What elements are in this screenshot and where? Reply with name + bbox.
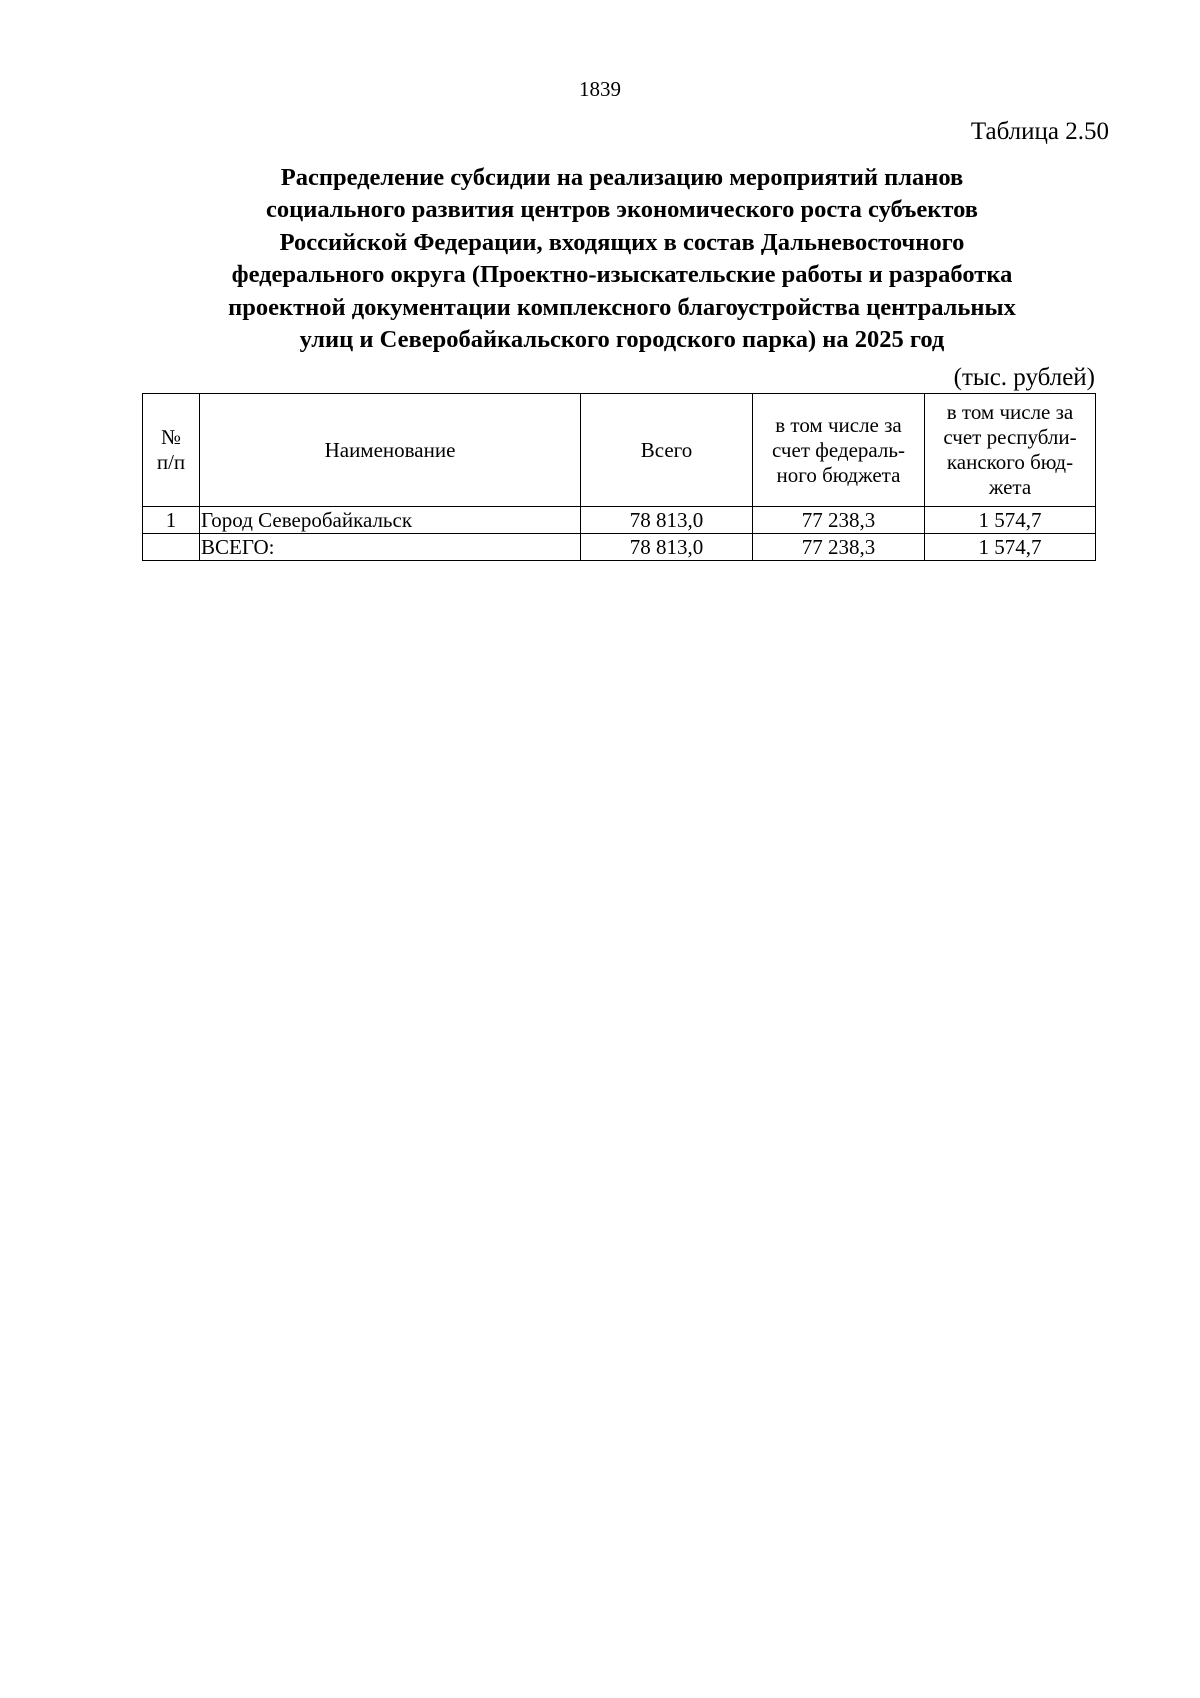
title-line: федерального округа (Проектно-изыскательские работы и разработка (231, 261, 1013, 289)
col-header-num-line: № (160, 425, 182, 449)
table-header-row (143, 394, 1096, 507)
table-row (143, 507, 1096, 534)
col-header-federal-line: в том числе за (775, 412, 902, 437)
col-header-federal-line: ного бюджета (776, 462, 901, 487)
cell-total: 78 813,0 (581, 534, 753, 561)
title-line: улиц и Северобайкальского городского парка) на 2025 год (299, 326, 945, 354)
col-header-num-line: п/п (156, 450, 186, 474)
page-number: 1839 (579, 77, 621, 101)
title-line: проектной документации комплексного благоустройства центральных (228, 293, 1016, 321)
col-header-num (143, 394, 200, 507)
title-line: Российской Федерации, входящих в состав Дальневосточного (279, 228, 965, 256)
col-header-republic-line: в том числе за (946, 400, 1074, 424)
col-header-federal-line: счет федераль- (772, 437, 905, 462)
col-header-republic-line: канского бюд- (946, 450, 1074, 474)
cell-republic: 1 574,7 (925, 507, 1096, 534)
subsidy-table (142, 393, 1096, 561)
cell-name: Город Северобайкальск (200, 507, 581, 534)
units-label: (тыс. рублей) (953, 364, 1095, 391)
col-header-federal (753, 394, 925, 507)
table-total-row (143, 534, 1096, 561)
cell-federal: 77 238,3 (753, 534, 925, 561)
cell-total: 78 813,0 (581, 507, 753, 534)
title-line: Распределение субсидии на реализацию мероприятий планов (280, 164, 964, 191)
col-header-republic-line: жета (988, 475, 1032, 499)
document-title (143, 162, 1101, 356)
table-label: Таблица 2.50 (970, 118, 1109, 145)
cell-republic: 1 574,7 (925, 534, 1096, 561)
cell-name: ВСЕГО: (200, 534, 581, 561)
cell-num (143, 534, 200, 561)
cell-federal: 77 238,3 (753, 507, 925, 534)
col-header-republic-line: счет республи- (943, 425, 1077, 449)
col-header-total: Всего (581, 394, 753, 507)
title-line: социального развития центров экономического роста субъектов (265, 196, 978, 224)
col-header-republic (925, 394, 1096, 507)
cell-num: 1 (143, 507, 200, 534)
col-header-name: Наименование (200, 394, 581, 507)
